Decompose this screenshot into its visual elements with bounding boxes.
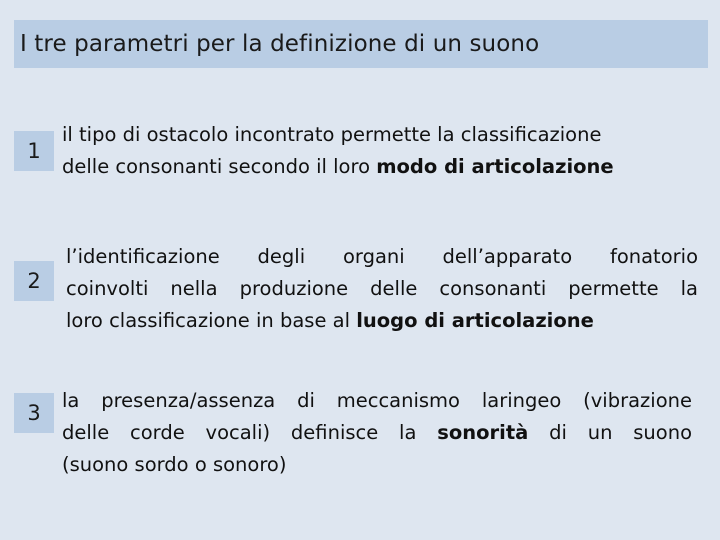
item-text — [62, 119, 702, 183]
text-segment: di un suono — [528, 421, 692, 444]
text-segment: la presenza/assenza di meccanismo laringeo (vibrazione — [62, 389, 692, 412]
text-line — [66, 241, 698, 273]
text-segment: delle corde vocali) definisce la — [62, 421, 438, 444]
item-number-badge — [14, 261, 54, 301]
item-number-badge — [14, 131, 54, 171]
bold-term: luogo di articolazione — [356, 309, 594, 332]
text-line — [62, 119, 702, 151]
slide-title: I tre parametri per la definizione di un suono — [20, 31, 540, 57]
text-line — [66, 305, 698, 337]
bold-term: modo di articolazione — [376, 155, 614, 178]
text-line — [66, 273, 698, 305]
text-line — [62, 385, 692, 417]
item-number-badge — [14, 393, 54, 433]
item-text — [62, 385, 692, 481]
item-number: 1 — [27, 139, 41, 163]
text-segment: il tipo di ostacolo incontrato permette la classificazione — [62, 123, 602, 146]
text-segment: loro classificazione in base al — [66, 309, 357, 332]
title-bar — [14, 20, 708, 68]
bold-term: sonorità — [437, 421, 529, 444]
text-segment: l’identificazione degli organi dell’apparato fonatorio — [66, 245, 698, 268]
item-number: 2 — [27, 269, 41, 293]
text-line — [62, 151, 702, 183]
item-number: 3 — [27, 401, 41, 425]
text-segment: delle consonanti secondo il loro — [62, 155, 377, 178]
text-segment: coinvolti nella produzione delle consonanti permette la — [66, 277, 698, 300]
text-line — [62, 449, 692, 481]
text-segment: (suono sordo o sonoro) — [62, 453, 287, 476]
text-line — [62, 417, 692, 449]
item-text — [66, 241, 698, 337]
